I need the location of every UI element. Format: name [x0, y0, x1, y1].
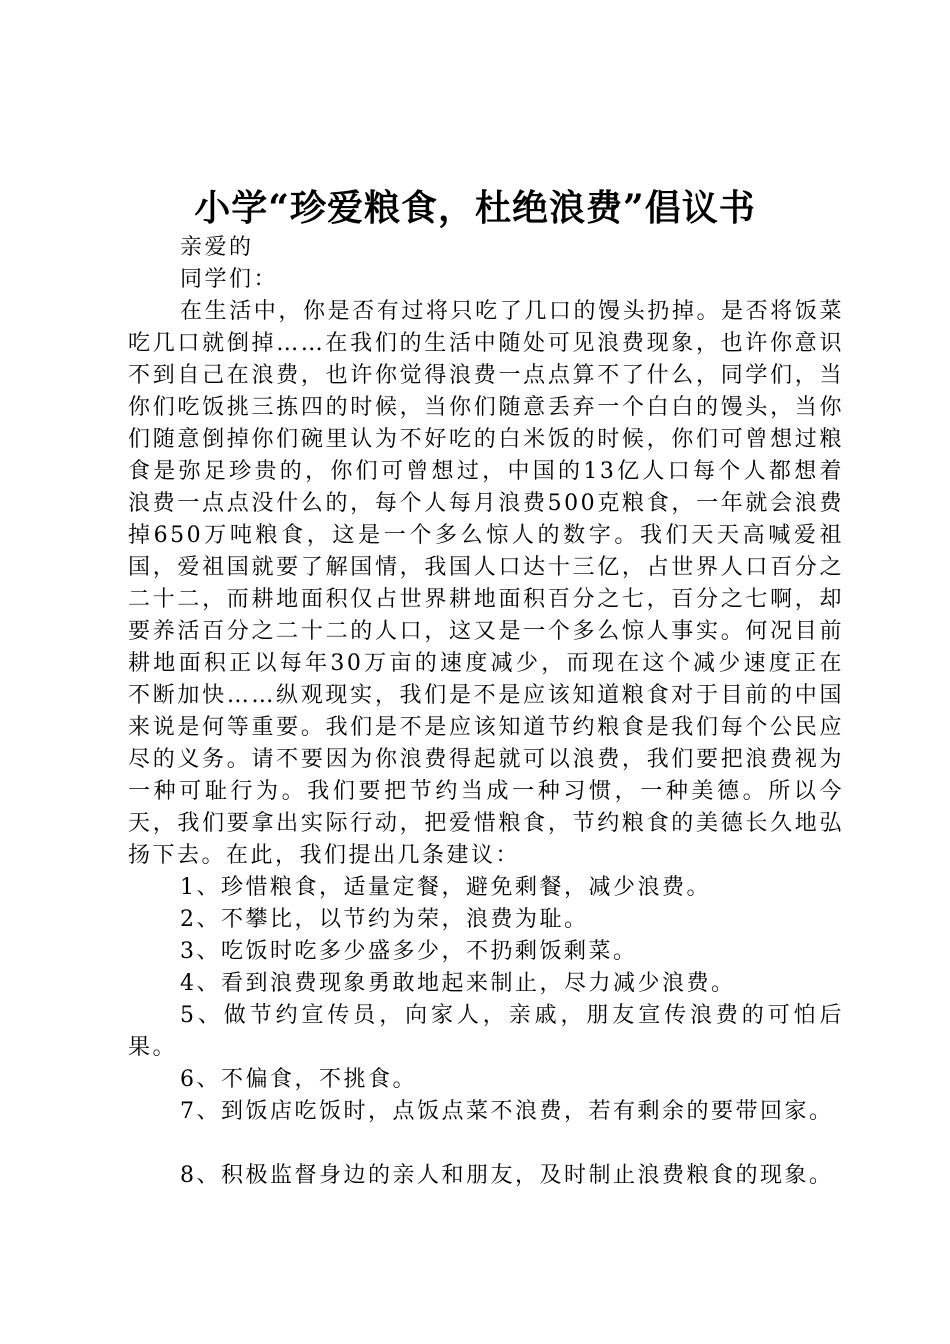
suggestion-item-5: 5、做节约宣传员，向家人，亲戚，朋友宣传浪费的可怕后果。 — [128, 1003, 844, 1060]
suggestion-item-4: 4、看到浪费现象勇敢地起来制止，尽力减少浪费。 — [180, 971, 736, 996]
suggestion-item-7: 7、到饭店吃饭时，点饭点菜不浪费，若有剩余的要带回家。 — [180, 1099, 834, 1124]
greeting-line-1: 亲爱的 — [180, 235, 254, 260]
greeting-line-2: 同学们： — [180, 267, 279, 292]
document-body — [128, 232, 844, 1192]
body-paragraph: 在生活中，你是否有过将只吃了几口的馒头扔掉。是否将饭菜吃几口就倒掉……在我们的生活中随处可见浪费现象，也许你意识不到自己在浪费，也许你觉得浪费一点点算不了什么，同学们，当你们吃饭挑三拣四的时候，当你们随意丢弃一个白白的馒头，当你们随意倒掉你们碗里认为不好吃的白米饭的时候，你们可曾想过粮食是弥足珍贵的，你们可曾想过，中国的13亿人口每个人都想着浪费一点点没什么的，每个人每月浪费500克粮食，一年就会浪费掉650万吨粮食，这是一个多么惊人的数字。我们天天高喊爱祖国，爱祖国就要了解国情，我国人口达十三亿，占世界人口百分之二十二，而耕地面积仅占世界耕地面积百分之七，百分之七啊，却要养活百分之二十二的人口，这又是一个多么惊人事实。何况目前耕地面积正以每年30万亩的速度减少，而现在这个减少速度正在不断加快……纵观现实，我们是不是应该知道粮食对于目前的中国来说是何等重要。我们是不是应该知道节约粮食是我们每个公民应尽的义务。请不要因为你浪费得起就可以浪费，我们要把浪费视为一种可耻行为。我们要把节约当成一种习惯，一种美德。所以今天，我们要拿出实际行动，把爱惜粮食，节约粮食的美德长久地弘扬下去。在此，我们提出几条建议： — [128, 299, 844, 868]
document-title: 小学“珍爱粮食，杜绝浪费”倡议书 — [194, 187, 756, 229]
suggestion-item-6: 6、不偏食，不挑食。 — [180, 1067, 417, 1092]
suggestion-item-3: 3、吃饭时吃多少盛多少，不扔剩饭剩菜。 — [180, 939, 638, 964]
suggestion-item-1: 1、珍惜粮食，适量定餐，避免剩餐，减少浪费。 — [180, 875, 711, 900]
suggestion-item-2: 2、不攀比，以节约为荣，浪费为耻。 — [180, 907, 589, 932]
suggestion-item-8: 8、积极监督身边的亲人和朋友，及时制止浪费粮食的现象。 — [180, 1163, 834, 1188]
